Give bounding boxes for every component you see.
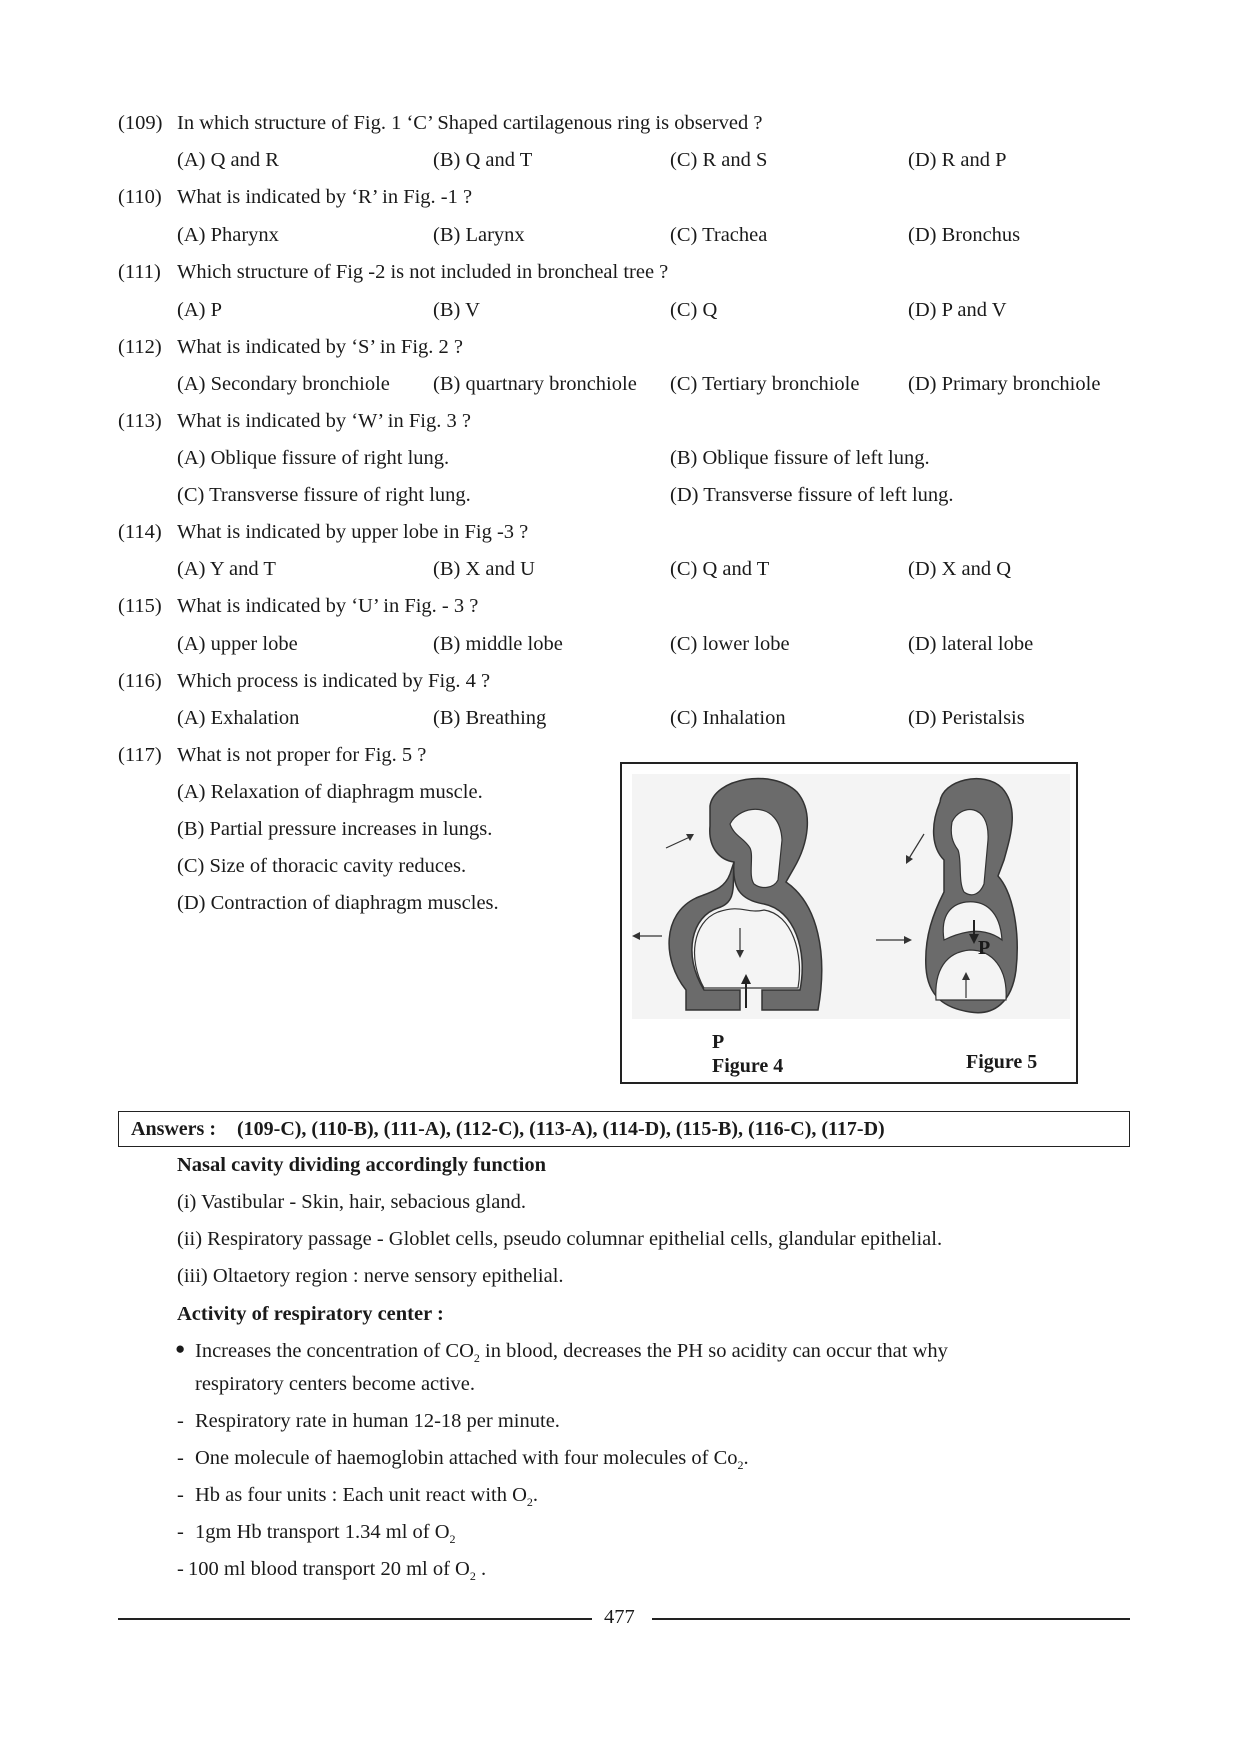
question-text: What is indicated by ‘R’ in Fig. -1 ? xyxy=(177,186,473,208)
fig4-marker: P xyxy=(712,1031,725,1053)
answer-option: (C) Transverse fissure of right lung. xyxy=(177,484,471,506)
dash-item-2 xyxy=(195,1447,749,1472)
answer-option: (D) Peristalsis xyxy=(908,707,1025,729)
dash-item-1: Respiratory rate in human 12-18 per minute. xyxy=(195,1410,560,1432)
bullet-main xyxy=(195,1340,948,1365)
bullet-main-text-2: in blood, decreases the PH so acidity can occur that why xyxy=(479,1340,948,1362)
fig5-marker: P xyxy=(978,937,991,959)
answer-option: (C) Tertiary bronchiole xyxy=(670,373,860,395)
dash-icon-3: - xyxy=(177,1484,184,1506)
answers-label: Answers : xyxy=(131,1118,216,1140)
dash-item-3-end: . xyxy=(532,1484,539,1506)
answer-option: (A) Oblique fissure of right lung. xyxy=(177,447,450,469)
dash-item-3 xyxy=(195,1484,539,1509)
fig4-caption: Figure 4 xyxy=(712,1055,784,1077)
answer-option: (A) Q and R xyxy=(177,149,279,171)
question-number: (117) xyxy=(118,744,162,766)
dash-icon-1: - xyxy=(177,1410,184,1432)
answer-option: (B) quartnary bronchiole xyxy=(433,373,637,395)
question-text: What is indicated by ‘S’ in Fig. 2 ? xyxy=(177,336,463,358)
answer-option: (B) Breathing xyxy=(433,707,547,729)
answers-box xyxy=(118,1111,1130,1147)
fig5-caption: Figure 5 xyxy=(966,1051,1038,1073)
answer-option: (A) Y and T xyxy=(177,558,276,580)
answer-option: (A) upper lobe xyxy=(177,633,298,655)
answer-option: (D) Bronchus xyxy=(908,224,1021,246)
answer-option: (A) Relaxation of diaphragm muscle. xyxy=(177,781,483,803)
answer-option: (C) R and S xyxy=(670,149,768,171)
dash-item-2-sub: 2 xyxy=(737,1458,744,1472)
answer-option: (D) R and P xyxy=(908,149,1007,171)
question-number: (110) xyxy=(118,186,162,208)
question-number: (109) xyxy=(118,112,163,134)
page-number: 477 xyxy=(604,1606,635,1628)
dash-icon-5: - xyxy=(177,1558,184,1580)
answer-option: (A) Exhalation xyxy=(177,707,300,729)
answer-option: (D) X and Q xyxy=(908,558,1012,580)
answer-option: (D) P and V xyxy=(908,299,1007,321)
question-number: (112) xyxy=(118,336,162,358)
bullet-main-text: Increases the concentration of CO xyxy=(195,1340,474,1362)
bullet-main-cont: respiratory centers become active. xyxy=(195,1373,476,1395)
nasal-heading: Nasal cavity dividing accordingly function xyxy=(177,1154,547,1176)
question-number: (111) xyxy=(118,261,161,283)
dash-icon-2: - xyxy=(177,1447,184,1469)
answer-option: (C) Q and T xyxy=(670,558,770,580)
answer-option: (C) Q xyxy=(670,299,718,321)
answer-option: (D) lateral lobe xyxy=(908,633,1034,655)
dash-item-3-sub: 2 xyxy=(526,1495,533,1509)
answer-option: (B) Oblique fissure of left lung. xyxy=(670,447,930,469)
footer-rule-left xyxy=(118,1618,592,1620)
answer-option: (C) Size of thoracic cavity reduces. xyxy=(177,855,467,877)
dash-item-4 xyxy=(195,1521,456,1546)
answer-option: (C) Trachea xyxy=(670,224,768,246)
question-number: (115) xyxy=(118,595,162,617)
dash-item-5-text: 100 ml blood transport 20 ml of O xyxy=(188,1558,470,1580)
question-number: (114) xyxy=(118,521,162,543)
nasal-item-1: (i) Vastibular - Skin, hair, sebacious gland. xyxy=(177,1191,526,1213)
dash-icon-4: - xyxy=(177,1521,184,1543)
dash-item-2-end: . xyxy=(743,1447,749,1469)
breathing-diagram xyxy=(622,764,1076,1082)
answer-option: (B) Partial pressure increases in lungs. xyxy=(177,818,493,840)
question-text: What is indicated by upper lobe in Fig -3 ? xyxy=(177,521,529,543)
dash-item-5-end: . xyxy=(475,1558,487,1580)
question-text: In which structure of Fig. 1 ‘C’ Shaped cartilagenous ring is observed ? xyxy=(177,112,763,134)
answer-option: (B) Q and T xyxy=(433,149,533,171)
dash-item-3-text: Hb as four units : Each unit react with O xyxy=(195,1484,527,1506)
answer-option: (A) Pharynx xyxy=(177,224,279,246)
question-number: (113) xyxy=(118,410,162,432)
dash-item-4-sub: 2 xyxy=(449,1532,456,1546)
question-text: What is not proper for Fig. 5 ? xyxy=(177,744,427,766)
answers-values: (109-C), (110-B), (111-A), (112-C), (113-A), (114-D), (115-B), (116-C), (117-D) xyxy=(237,1118,885,1140)
bullet-icon: ● xyxy=(175,1339,186,1358)
figure-box xyxy=(620,762,1078,1084)
question-text: What is indicated by ‘U’ in Fig. - 3 ? xyxy=(177,595,479,617)
dash-item-4-text: 1gm Hb transport 1.34 ml of O xyxy=(195,1521,450,1543)
nasal-item-2: (ii) Respiratory passage - Globlet cells, pseudo columnar epithelial cells, glandular epithelial. xyxy=(177,1228,943,1250)
dash-item-5-sub: 2 xyxy=(469,1569,476,1583)
question-text: Which structure of Fig -2 is not included in broncheal tree ? xyxy=(177,261,669,283)
answer-option: (C) lower lobe xyxy=(670,633,790,655)
dash-item-5 xyxy=(188,1558,487,1583)
question-text: Which process is indicated by Fig. 4 ? xyxy=(177,670,491,692)
answer-option: (D) Contraction of diaphragm muscles. xyxy=(177,892,499,914)
answer-option: (B) X and U xyxy=(433,558,535,580)
activity-heading: Activity of respiratory center : xyxy=(177,1303,444,1325)
question-number: (116) xyxy=(118,670,162,692)
answer-option: (A) P xyxy=(177,299,222,321)
bullet-main-sub: 2 xyxy=(473,1351,480,1365)
answer-option: (B) Larynx xyxy=(433,224,525,246)
footer-rule-right xyxy=(652,1618,1130,1620)
answer-option: (B) V xyxy=(433,299,480,321)
answer-option: (D) Transverse fissure of left lung. xyxy=(670,484,954,506)
nasal-item-3: (iii) Oltaetory region : nerve sensory epithelial. xyxy=(177,1265,564,1287)
answer-option: (C) Inhalation xyxy=(670,707,786,729)
answer-option: (B) middle lobe xyxy=(433,633,563,655)
answer-option: (A) Secondary bronchiole xyxy=(177,373,390,395)
question-text: What is indicated by ‘W’ in Fig. 3 ? xyxy=(177,410,471,432)
dash-item-2-text: One molecule of haemoglobin attached with four molecules of Co xyxy=(195,1447,738,1469)
answer-option: (D) Primary bronchiole xyxy=(908,373,1101,395)
